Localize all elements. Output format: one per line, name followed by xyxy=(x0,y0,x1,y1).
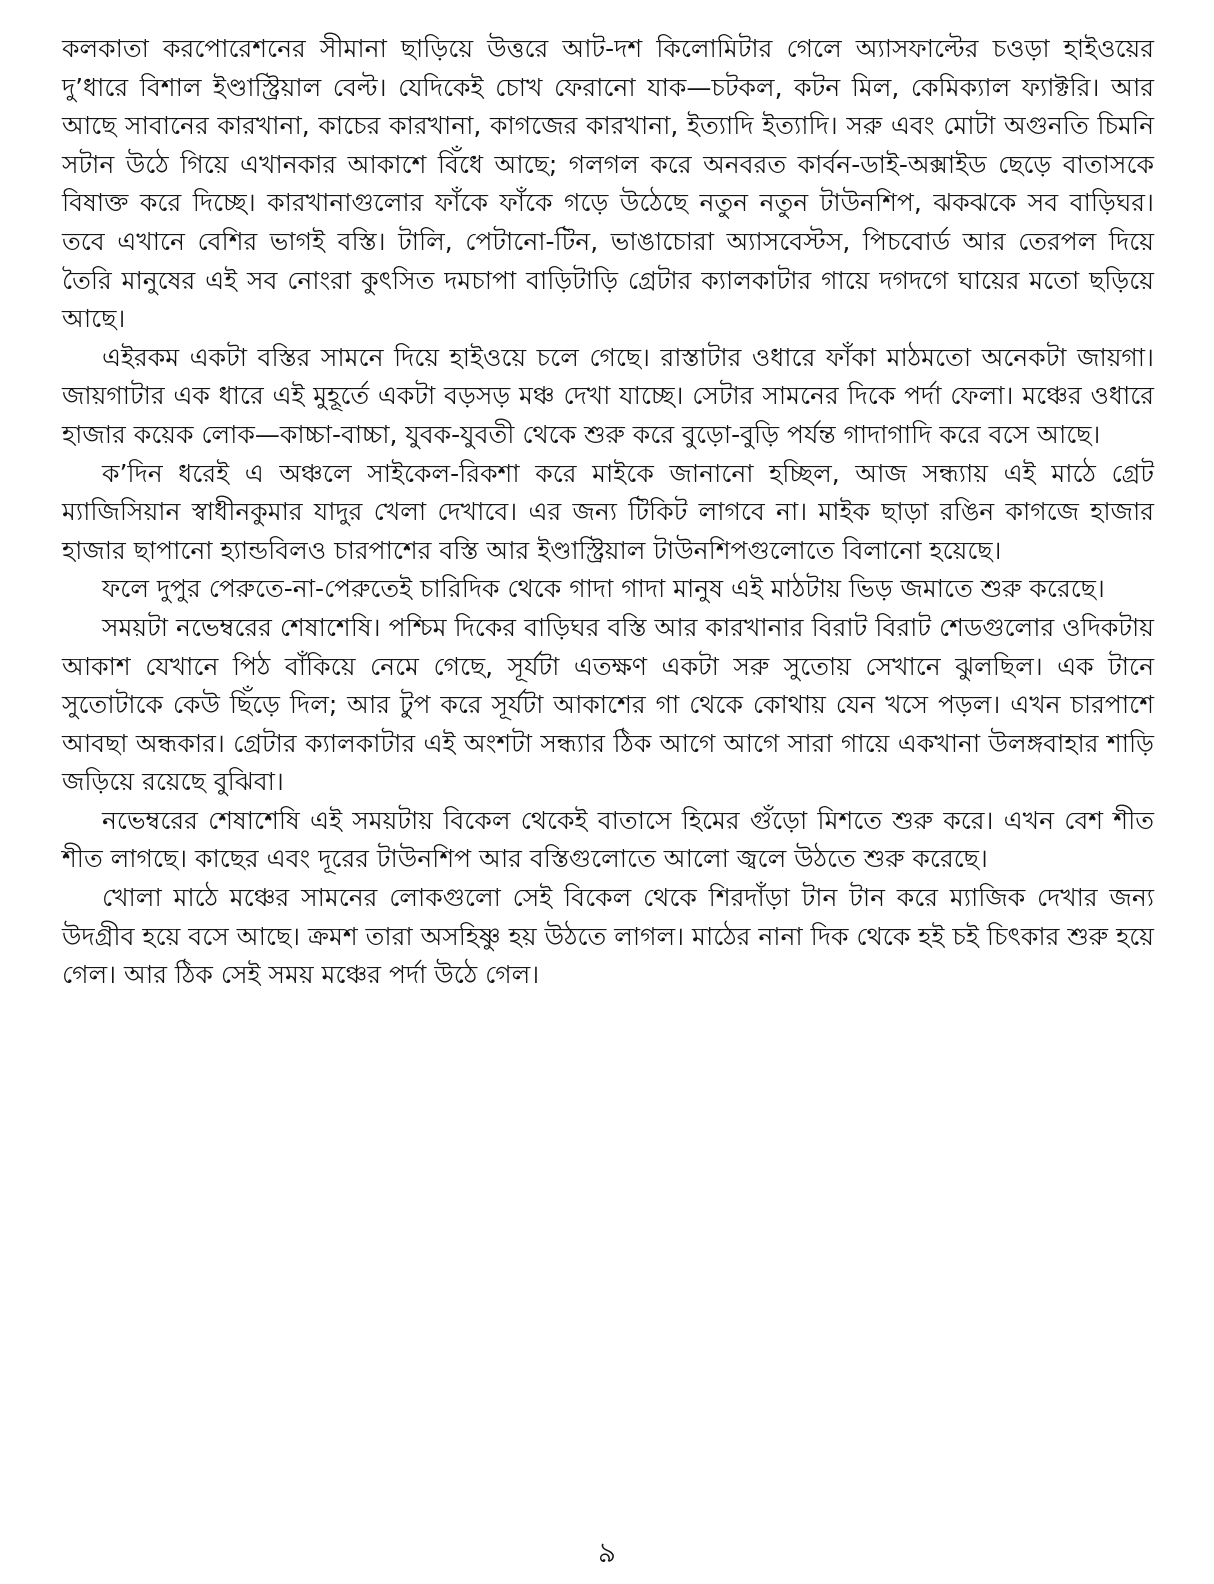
paragraph: ক’দিন ধরেই এ অঞ্চলে সাইকেল-রিকশা করে মাইকে জানানো হচ্ছিল, আজ সন্ধ্যায় এই মাঠে গ্রেট ম্যাজিসিয়ান স্বাধীনকুমার যাদুর খেলা দেখাবে। এর জন্য টিকিট লাগবে না। মাইক ছাড়া রঙিন কাগজে হাজার হাজার ছাপানো হ্যান্ডবিলও চারপাশের বস্তি আর ইণ্ডাস্ট্রিয়াল টাউনশিপগুলোতে বিলানো হয়েছে। xyxy=(62,458,1154,565)
paragraph: সময়টা নভেম্বরের শেষাশেষি। পশ্চিম দিকের বাড়িঘর বস্তি আর কারখানার বিরাট বিরাট শেডগুলোর ওদিকটায় আকাশ যেখানে পিঠ বাঁকিয়ে নেমে গেছে, সূর্যটা এতক্ষণ একটা সরু সুতোয় সেখানে ঝুলছিল। এক টানে সুতোটাকে কেউ ছিঁড়ে দিল; আর টুপ করে সূর্যটা আকাশের গা থেকে কোথায় যেন খসে পড়ল। এখন চারপাশে আবছা অন্ধকার। গ্রেটার ক্যালকাটার এই অংশটা সন্ধ্যার ঠিক আগে আগে সারা গায়ে একখানা উলঙ্গবাহার শাড়ি জড়িয়ে রয়েছে বুঝিবা। xyxy=(62,612,1154,797)
page-number: ৯ xyxy=(597,1536,617,1569)
paragraph: খোলা মাঠে মঞ্চের সামনের লোকগুলো সেই বিকেল থেকে শিরদাঁড়া টান টান করে ম্যাজিক দেখার জন্য উদগ্রীব হয়ে বসে আছে। ক্রমশ তারা অসহিষ্ণু হয় উঠতে লাগল। মাঠের নানা দিক থেকে হই চই চিৎকার শুরু হয়ে গেল। আর ঠিক সেই সময় মঞ্চের পর্দা উঠে গেল। xyxy=(62,883,1154,990)
paragraph: নভেম্বরের শেষাশেষি এই সময়টায় বিকেল থেকেই বাতাসে হিমের গুঁড়ো মিশতে শুরু করে। এখন বেশ শীত শীত লাগছে। কাছের এবং দূরের টাউনশিপ আর বস্তিগুলোতে আলো জ্বলে উঠতে শুরু করেছে। xyxy=(62,805,1154,874)
paragraph: ফলে দুপুর পেরুতে-না-পেরুতেই চারিদিক থেকে গাদা গাদা মানুষ এই মাঠটায় ভিড় জমাতে শুরু করেছে। xyxy=(102,574,1105,604)
paragraph: কলকাতা করপোরেশনের সীমানা ছাড়িয়ে উত্তরে আট-দশ কিলোমিটার গেলে অ্যাসফাল্টের চওড়া হাইওয়ের দু’ধারে বিশাল ইণ্ডাস্ট্রিয়াল বেল্ট। যেদিকেই চোখ ফেরানো যাক—চটকল, কটন মিল, কেমিক্যাল ফ্যাক্টরি। আর আছে সাবানের কারখানা, কাচের কারখানা, কাগজের কারখানা, ইত্যাদি ইত্যাদি। সরু এবং মোটা অগুনতি চিমনি সটান উঠে গিয়ে এখানকার আকাশে বিঁধে আছে; গলগল করে অনবরত কার্বন-ডাই-অক্সাইড ছেড়ে বাতাসকে বিষাক্ত করে দিচ্ছে। কারখানাগুলোর ফাঁকে ফাঁকে গড়ে উঠেছে নতুন নতুন টাউনশিপ, ঝকঝকে সব বাড়িঘর। তবে এখানে বেশির ভাগই বস্তি। টালি, পেটানো-টিন, ভাঙাচোরা অ্যাসবেস্টস, পিচবোর্ড আর তেরপল দিয়ে তৈরি মানুষের এই সব নোংরা কুৎসিত দমচাপা বাড়িটাড়ি গ্রেটার ক্যালকাটার গায়ে দগদগে ঘায়ের মতো ছড়িয়ে আছে। xyxy=(62,34,1154,334)
page-body-text xyxy=(62,30,1154,995)
paragraph: এইরকম একটা বস্তির সামনে দিয়ে হাইওয়ে চলে গেছে। রাস্তাটার ওধারে ফাঁকা মাঠমতো অনেকটা জায়গা। জায়গাটার এক ধারে এই মুহূর্তে একটা বড়সড় মঞ্চ দেখা যাচ্ছে। সেটার সামনের দিকে পর্দা ফেলা। মঞ্চের ওধারে হাজার কয়েক লোক—কাচ্চা-বাচ্চা, যুবক-যুবতী থেকে শুরু করে বুড়ো-বুড়ি পর্যন্ত গাদাগাদি করে বসে আছে। xyxy=(62,342,1154,449)
